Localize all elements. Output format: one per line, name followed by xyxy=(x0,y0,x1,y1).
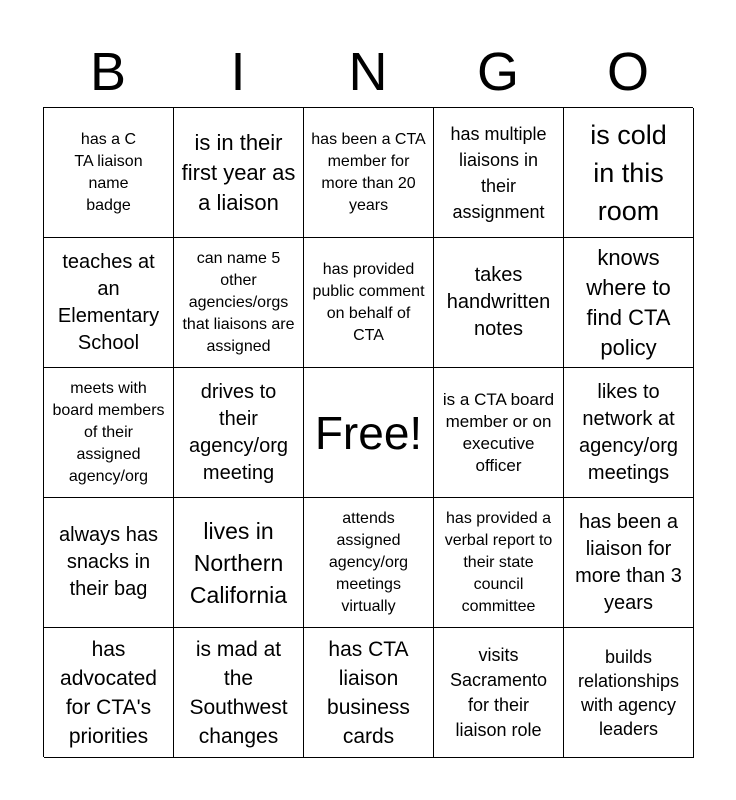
cell-text: is a CTA board member or on executive officer xyxy=(442,389,555,475)
cell-text: meets with board members of their assigned agency/org xyxy=(52,379,165,485)
bingo-cell[interactable] xyxy=(44,108,174,238)
bingo-cell[interactable] xyxy=(564,498,694,628)
bingo-cell[interactable] xyxy=(304,628,434,758)
bingo-cell[interactable] xyxy=(564,238,694,368)
bingo-cell[interactable] xyxy=(434,628,564,758)
header-letter-g: G xyxy=(476,42,519,102)
bingo-cell[interactable] xyxy=(434,498,564,628)
cell-text: visits Sacramento for their liaison role xyxy=(449,644,548,740)
cell-text: has advocated for CTA's priorities xyxy=(60,637,157,748)
free-space[interactable] xyxy=(304,368,434,498)
cell-text: drives to their agency/org meeting xyxy=(189,380,288,484)
bingo-header xyxy=(43,36,693,108)
cell-text: teaches at an Elementary School xyxy=(57,250,160,354)
cell-text: takes handwritten notes xyxy=(446,264,551,340)
cell-text: likes to network at agency/org meetings xyxy=(579,380,678,484)
cell-text: builds relationships with agency leaders xyxy=(577,646,680,739)
bingo-cell[interactable] xyxy=(174,628,304,758)
bingo-cell[interactable] xyxy=(44,498,174,628)
bingo-cell[interactable] xyxy=(564,108,694,238)
bingo-cell[interactable] xyxy=(174,498,304,628)
cell-text: attends assigned agency/org meetings virtually xyxy=(328,509,409,615)
cell-text: has provided public comment on behalf of CTA xyxy=(312,260,425,344)
header-letter-b: B xyxy=(89,42,127,102)
cell-text: has a C TA liaison name badge xyxy=(74,130,143,214)
cell-text: lives in Northern California xyxy=(189,517,288,608)
bingo-cell[interactable] xyxy=(434,238,564,368)
cell-text: can name 5 other agencies/orgs that liaisons are assigned xyxy=(182,249,295,355)
cell-text: is mad at the Southwest changes xyxy=(189,637,288,748)
bingo-cell[interactable] xyxy=(304,108,434,238)
header-letter-n: N xyxy=(348,42,388,102)
header-letter-i: I xyxy=(230,42,246,102)
header-letter-o: O xyxy=(606,42,649,102)
bingo-cell[interactable] xyxy=(174,238,304,368)
bingo-cell[interactable] xyxy=(44,238,174,368)
cell-text: has CTA liaison business cards xyxy=(327,637,410,748)
free-space-label: Free! xyxy=(314,406,423,459)
bingo-cell[interactable] xyxy=(434,108,564,238)
cell-text: has been a liaison for more than 3 years xyxy=(575,510,682,614)
bingo-cell[interactable] xyxy=(174,368,304,498)
cell-text: has multiple liaisons in their assignment xyxy=(450,123,547,222)
bingo-cell[interactable] xyxy=(44,368,174,498)
bingo-cell[interactable] xyxy=(304,498,434,628)
cell-text: always has snacks in their bag xyxy=(59,524,158,600)
cell-text: has provided a verbal report to their state council committee xyxy=(444,509,553,615)
bingo-cell[interactable] xyxy=(304,238,434,368)
bingo-cell[interactable] xyxy=(44,628,174,758)
bingo-cell[interactable] xyxy=(564,368,694,498)
bingo-cell[interactable] xyxy=(564,628,694,758)
cell-text: knows where to find CTA policy xyxy=(586,244,671,360)
bingo-cell[interactable] xyxy=(434,368,564,498)
bingo-board xyxy=(43,107,693,757)
cell-text: is in their first year as a liaison xyxy=(181,129,296,215)
cell-text: has been a CTA member for more than 20 years xyxy=(311,130,426,214)
cell-text: is cold in this room xyxy=(590,119,667,226)
bingo-cell[interactable] xyxy=(174,108,304,238)
